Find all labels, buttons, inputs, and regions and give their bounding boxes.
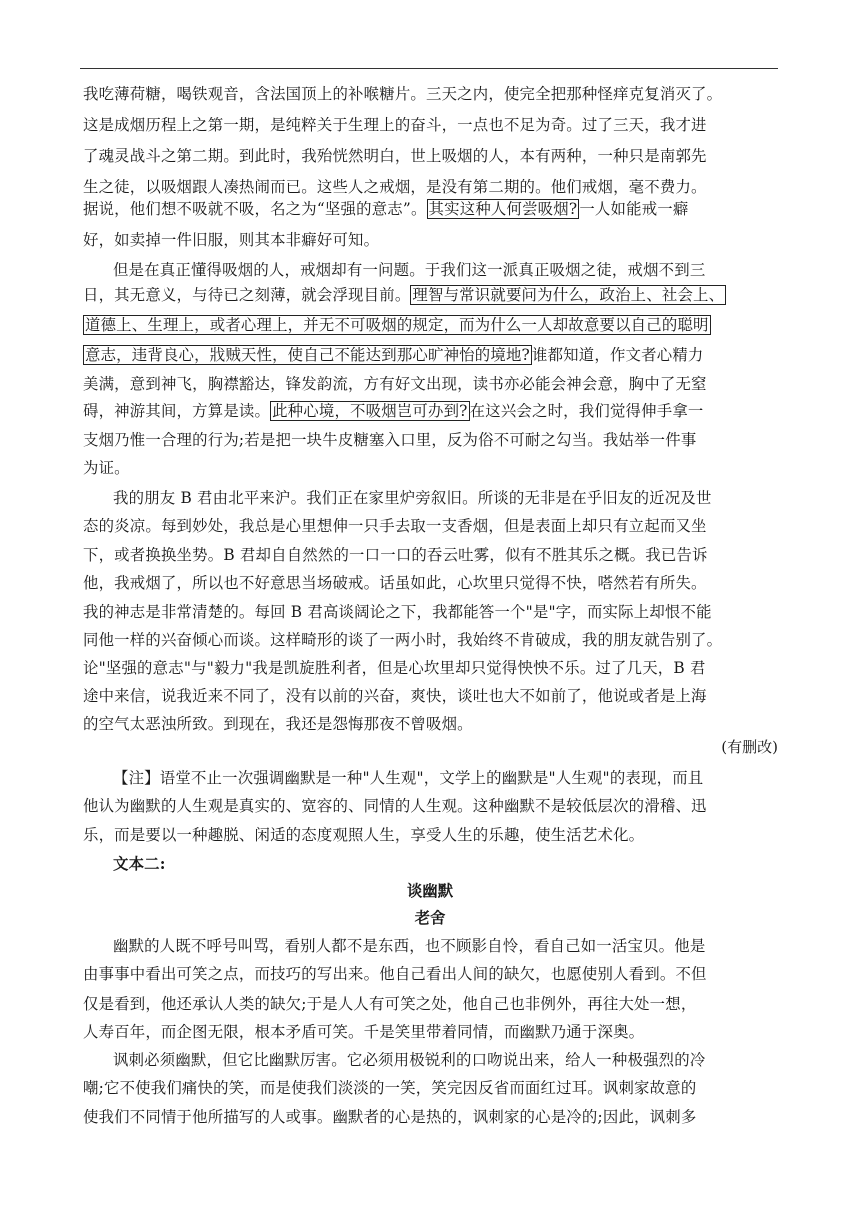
text-line: 幽默的人既不呼号叫骂，看别人都不是东西，也不顾影自怜，看自己如一活宝贝。他是	[113, 937, 706, 955]
text-span: 一人如能戒一癖	[579, 200, 689, 218]
text-span: 碍，神游其间，方算是读。	[83, 402, 271, 420]
boxed-sentence: 意志，违背良心，戕贼天性，使自己不能达到那心旷神怡的境地?	[85, 346, 530, 364]
text-span: 在这兴会之时，我们觉得伸手拿一	[469, 402, 704, 420]
article-title: 谈幽默	[406, 882, 454, 900]
text-line: 仅是看到，他还承认人类的缺欠;于是人人有可笑之处，他自己也非例外，再往大处一想，	[83, 995, 697, 1013]
boxed-sentence: 其实这种人何尝吸烟?	[428, 200, 578, 218]
text-line: 为证。	[83, 459, 130, 477]
text-line: 这是成烟历程上之第一期，是纯粹关于生理上的奋斗，一点也不足为奇。过了三天，我才进	[83, 116, 707, 134]
note-line: 【注】语堂不止一次强调幽默是一种"人生观"，文学上的幽默是"人生观"的表现，而且	[113, 769, 704, 787]
text-line: 论"坚强的意志"与"毅力"我是凯旋胜利者，但是心坎里却只觉得怏怏不乐。过了几天，B 君	[83, 659, 706, 677]
text-line: 使我们不同情于他所描写的人或事。幽默者的心是热的，讽刺家的心是冷的;因此，讽刺多	[83, 1108, 697, 1126]
text-line: 途中来信，说我近来不同了，没有以前的兴奋，爽快，谈吐也大不如前了，他说或者是上海	[83, 687, 707, 705]
article-author: 老舍	[414, 909, 446, 927]
text-line: 我吃薄荷糖，喝铁观音，含法国顶上的补喉糖片。三天之内，使完全把那种怪痒克复消灭了。	[83, 85, 723, 103]
text-line: 态的炎凉。每到妙处，我总是心里想伸一只手去取一支香烟，但是表面上却只有立起而又坐	[83, 517, 707, 535]
text-line: 我的朋友 B 君由北平来沪。我们正在家里炉旁叙旧。所谈的无非是在乎旧友的近况及世	[113, 489, 712, 507]
text-line: 好，如卖掉一件旧服，则其本非癖好可知。	[83, 231, 380, 249]
text-line: 我的神志是非常清楚的。每回 B 君高谈阔论之下，我都能答一个"是"字，而实际上却恨不能	[83, 603, 712, 621]
text-line	[83, 280, 726, 310]
text-line	[83, 194, 688, 224]
text-line: 生之徒，以吸烟跟人凑热闹而已。这些人之戒烟，是没有第二期的。他们戒烟，毫不费力。	[83, 178, 707, 196]
text-line: 他，我戒烟了，所以也不好意思当场破戒。话虽如此，心坎里只觉得不快，嗒然若有所失。	[83, 574, 707, 592]
source-note: (有删改)	[721, 738, 778, 756]
text-span: 据说，他们想不吸就不吸，名之为“坚强的意志”。	[83, 200, 427, 218]
note-line: 乐，而是要以一种趣脱、闲适的态度观照人生，享受人生的乐趣，使生活艺术化。	[83, 826, 645, 844]
text-line: 支烟乃惟一合理的行为;若是把一块牛皮糖塞入口里，反为俗不可耐之勾当。我姑举一件事	[83, 431, 697, 449]
text-line: 嘲;它不使我们痛快的笑，而是使我们淡淡的一笑，笑完因反省而面红过耳。讽刺家故意的	[83, 1079, 697, 1097]
text-line	[83, 396, 704, 426]
text-line: 同他一样的兴奋倾心而谈。这样畸形的谈了一两小时，我始终不肯破成，我的朋友就告别了。	[83, 631, 723, 649]
text-line: 但是在真正懂得吸烟的人，戒烟却有一问题。于我们这一派真正吸烟之徒，戒烟不到三	[113, 261, 706, 279]
text-line: 由事事中看出可笑之点，而技巧的写出来。他自己看出人间的缺欠，也愿使别人看到。不但	[83, 965, 707, 983]
boxed-sentence: 理智与常识就要问为什么，政治上、社会上、	[412, 286, 725, 304]
text-line: 的空气太恶浊所致。到现在，我还是怨悔那夜不曾吸烟。	[83, 715, 473, 733]
text-line: 讽刺必须幽默，但它比幽默厉害。它必须用极锐利的口吻说出来，给人一种极强烈的冷	[113, 1051, 706, 1069]
text-line: 人寿百年，而企图无限，根本矛盾可笑。千是笑里带着同情，而幽默乃通于深奥。	[83, 1023, 645, 1041]
text-line	[83, 310, 711, 340]
header-rule	[80, 68, 778, 69]
text-line: 美满，意到神飞，胸襟豁达，锋发韵流，方有好文出现，读书亦必能会神会意，胸中了无窒	[83, 375, 707, 393]
note-line: 他认为幽默的人生观是真实的、宽容的、同情的人生观。这种幽默不是较低层次的滑稽、迅	[83, 797, 707, 815]
text-span: 谁都知道，作文者心精力	[532, 346, 704, 364]
section-label: 文本二:	[113, 855, 166, 873]
text-line	[83, 340, 704, 370]
boxed-sentence: 此种心境，不吸烟岂可办到?	[272, 402, 468, 420]
text-line: 了魂灵战斗之第二期。到此时，我殆恍然明白，世上吸烟的人，本有两种，一种只是南郭先	[83, 147, 707, 165]
text-span: 日，其无意义，与待已之刻薄，就会浮现目前。	[83, 286, 411, 304]
boxed-sentence: 道德上、生理上，或者心理上，并无不可吸烟的规定，而为什么一人却故意要以自己的聪明	[85, 316, 709, 334]
text-line: 下，或者换换坐势。B 君却自自然然的一口一口的吞云吐雾，似有不胜其乐之概。我已告诉	[83, 546, 708, 564]
